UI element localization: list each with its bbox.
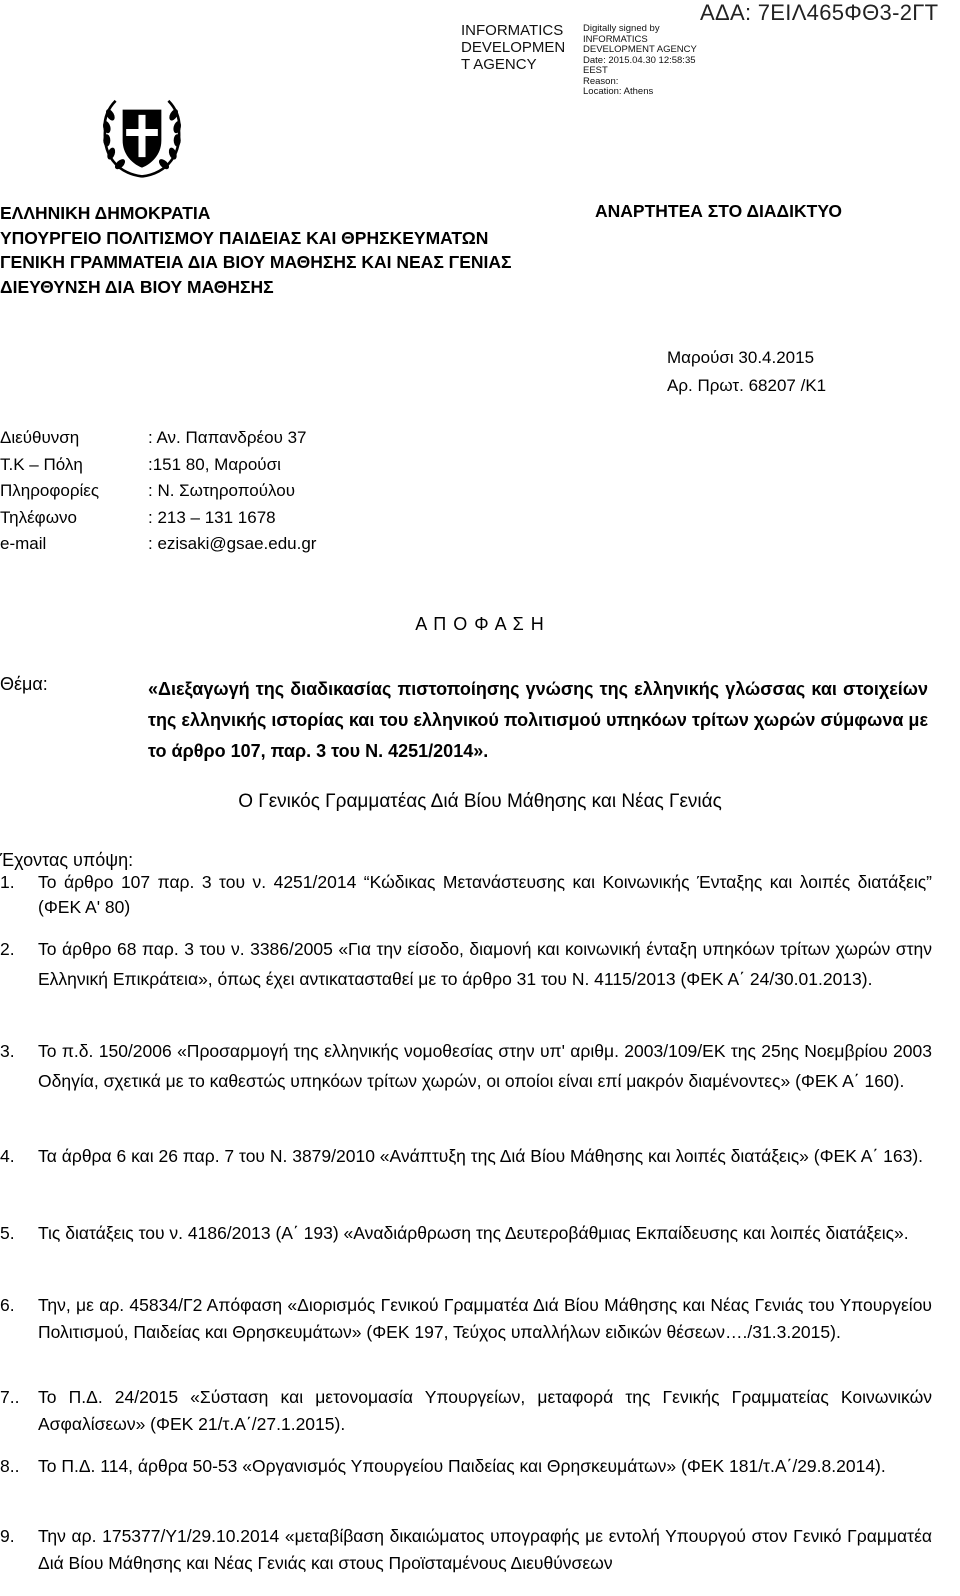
- list-item: [0, 1384, 932, 1438]
- contact-label: Διεύθυνση: [0, 428, 80, 447]
- item-text: Τις διατάξεις του ν. 4186/2013 (Α΄ 193) «Αναδιάρθρωση της Δευτεροβάθμιας Εκπαίδευσης και λοιπές διατάξεις».: [38, 1223, 909, 1243]
- item-text: Το π.δ. 150/2006 «Προσαρμογή της ελληνικής νομοθεσίας στην υπ' αριθμ. 2003/109/ΕΚ της 25ης Νοεμβρίου 2003 Οδηγία, σχετικά με το καθεστώς υπηκόων τρίτων χωρών, οι οποίοι είναι επί μακρόν διαμένοντες» (ΦΕΚ Α΄ 160).: [38, 1041, 932, 1091]
- decision-title: Α Π Ο Φ Α Σ Η: [415, 614, 545, 634]
- list-item: [0, 1220, 932, 1247]
- item-number: 3.: [0, 1041, 15, 1061]
- contact-label: e-mail: [0, 534, 47, 553]
- item-text: Το άρθρο 107 παρ. 3 του ν. 4251/2014 “Κώδικας Μετανάστευσης και Κοινωνικής Ένταξης και λοιπές διατάξεις” (ΦΕΚ Α' 80): [38, 872, 932, 917]
- signature-detail-line: INFORMATICS: [583, 33, 648, 45]
- signature-detail-line: Location: Athens: [583, 86, 654, 97]
- contact-block: [0, 425, 316, 558]
- contact-row: [0, 425, 316, 452]
- item-number: 4.: [0, 1146, 15, 1166]
- item-text: Το άρθρο 68 παρ. 3 του ν. 3386/2005 «Για την είσοδο, διαμονή και κοινωνική ένταξη υπηκόων τρίτων χωρών στην Ελληνική Επικράτεια», όπως έχει αντικατασταθεί με το άρθρο 31 του Ν. 4115/2013 (ΦΕΚ Α΄ 24/30.01.2013).: [38, 939, 932, 989]
- ada-number: ΑΔΑ: 7ΕΙΛ465ΦΘ3-2ΓΤ: [700, 0, 939, 25]
- contact-value: :151 80, Μαρούσι: [148, 454, 281, 474]
- contact-row: [0, 452, 316, 479]
- list-item: [0, 934, 932, 994]
- greek-emblem-icon: [98, 92, 186, 180]
- list-item: [0, 1036, 932, 1096]
- item-text: Την, με αρ. 45834/Γ2 Απόφαση «Διορισμός Γενικού Γραμματέα Διά Βίου Μάθησης και Νέας Γενιάς του Υπουργείου Πολιτισμού, Παιδείας και Θρησκευμάτων» (ΦΕΚ 197, Τεύχος υπαλλήλων ειδικών θέσεων…./31.3.2015).: [38, 1295, 932, 1342]
- contact-row: [0, 478, 316, 505]
- list-item: [0, 1138, 932, 1174]
- secretary-line: Ο Γενικός Γραμματέας Διά Βίου Μάθησης και Νέας Γενιάς: [238, 791, 722, 812]
- item-number: 7..: [0, 1387, 20, 1407]
- ministry-header: [0, 201, 512, 299]
- list-item: [0, 1523, 932, 1577]
- item-text: Τα άρθρα 6 και 26 παρ. 7 του Ν. 3879/2010 «Ανάπτυξη της Διά Βίου Μάθησης και λοιπές διατάξεις» (ΦΕΚ Α΄ 163).: [38, 1146, 924, 1166]
- contact-label: Τηλέφωνο: [0, 507, 77, 527]
- publish-note: ΑΝΑΡΤΗΤΕΑ ΣΤΟ ΔΙΑΔΙΚΤΥΟ: [595, 201, 842, 221]
- item-text: Το Π.Δ. 24/2015 «Σύσταση και μετονομασία Υπουργείων, μεταφορά της Γενικής Γραμματείας Κοινωνικών Ασφαλίσεων» (ΦΕΚ 21/τ.Α΄/27.1.2015).: [38, 1387, 932, 1434]
- contact-value: : Ν. Σωτηροπούλου: [148, 481, 295, 500]
- contact-label: Τ.Κ – Πόλη: [0, 454, 83, 474]
- item-number: 2.: [0, 939, 15, 959]
- ministry-line: ΔΙΕΥΘΥΝΣΗ ΔΙΑ ΒΙΟΥ ΜΑΘΗΣΗΣ: [0, 276, 274, 297]
- signature-org-line: T AGENCY: [461, 56, 537, 73]
- signature-organization: [461, 22, 565, 73]
- document-date: Μαρούσι 30.4.2015: [667, 348, 815, 367]
- contact-row: [0, 505, 316, 532]
- signature-detail-line: Reason:: [583, 75, 619, 87]
- item-number: 9.: [0, 1526, 15, 1546]
- list-item: [0, 1453, 932, 1480]
- item-text: Την αρ. 175377/Υ1/29.10.2014 «μεταβίβαση δικαιώματος υπογραφής με εντολή Υπουργού στον Γενικό Γραμματέα Διά Βίου Μάθησης και Νέας Γενιάς και στους Προϊσταμένους Διευθύνσεων: [38, 1526, 932, 1573]
- item-text: Το Π.Δ. 114, άρθρα 50-53 «Οργανισμός Υπουργείου Παιδείας και Θρησκευμάτων» (ΦΕΚ 181/τ.Α΄/29.8.2014).: [38, 1456, 886, 1476]
- item-number: 1.: [0, 872, 15, 892]
- considering-label: Έχοντας υπόψη:: [0, 850, 134, 870]
- signature-org-line: DEVELOPMEN: [461, 39, 566, 56]
- contact-label: Πληροφορίες: [0, 481, 100, 500]
- item-number: 8..: [0, 1456, 20, 1476]
- signature-detail-line: EEST: [583, 65, 608, 76]
- ministry-line: ΕΛΛΗΝΙΚΗ ΔΗΜΟΚΡΑΤΙΑ: [0, 203, 211, 223]
- contact-value: : Αν. Παπανδρέου 37: [148, 428, 307, 447]
- date-block: [667, 344, 826, 400]
- signature-org-line: INFORMATICS: [461, 22, 564, 39]
- list-item: [0, 870, 932, 920]
- signature-detail-line: Digitally signed by: [583, 23, 660, 34]
- signature-details: [583, 24, 697, 98]
- signature-detail-line: Date: 2015.04.30 12:58:35: [583, 54, 696, 66]
- item-number: 5.: [0, 1223, 15, 1243]
- subject-label: Θέμα:: [0, 674, 48, 694]
- subject-text: «Διεξαγωγή της διαδικασίας πιστοποίησης γνώσης της ελληνικής γλώσσας και στοιχείων της ελληνικής ιστορίας και του ελληνικού πολιτισμού υπηκόων τρίτων χωρών σύμφωνα με το άρθρο 107, παρ. 3 του Ν. 4251/2014».: [148, 679, 928, 761]
- contact-email[interactable]: : ezisaki@gsae.edu.gr: [148, 534, 317, 553]
- signature-detail-line: DEVELOPMENT AGENCY: [583, 44, 697, 55]
- contact-row: [0, 531, 316, 558]
- protocol-number: Αρ. Πρωτ. 68207 /Κ1: [667, 376, 827, 395]
- item-number: 6.: [0, 1295, 15, 1315]
- ministry-line: ΓΕΝΙΚΗ ΓΡΑΜΜΑΤΕΙΑ ΔΙΑ ΒΙΟΥ ΜΑΘΗΣΗΣ ΚΑΙ ΝΕΑΣ ΓΕΝΙΑΣ: [0, 252, 512, 272]
- ministry-line: ΥΠΟΥΡΓΕΙΟ ΠΟΛΙΤΙΣΜΟΥ ΠΑΙΔΕΙΑΣ ΚΑΙ ΘΡΗΣΚΕΥΜΑΤΩΝ: [0, 227, 489, 248]
- contact-value: : 213 – 131 1678: [148, 507, 276, 527]
- list-item: [0, 1292, 932, 1346]
